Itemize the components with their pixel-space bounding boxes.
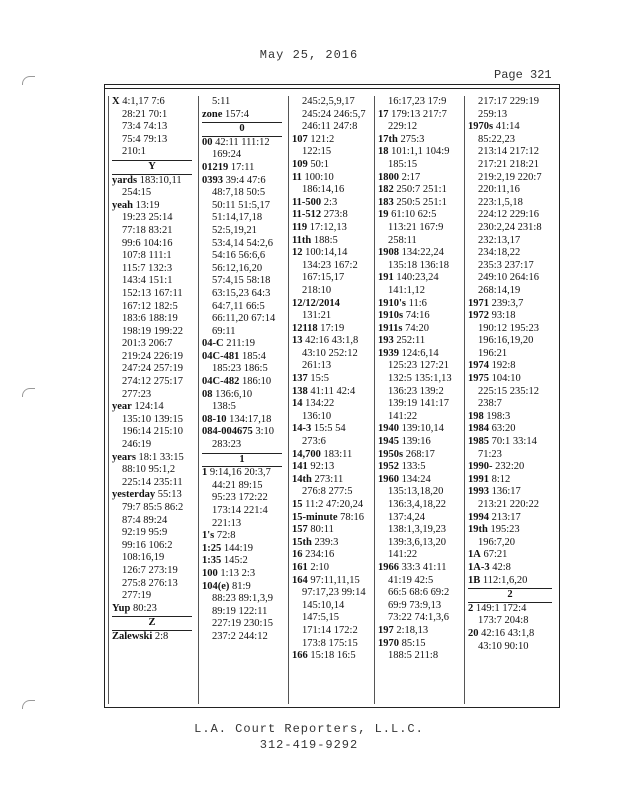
index-entry: 138 41:11 42:4	[292, 385, 356, 397]
index-entry-continuation: 275:8 276:13	[122, 577, 178, 589]
index-entry: 17th 275:3	[378, 133, 425, 145]
index-entry-continuation: 247:24 257:19	[122, 363, 183, 375]
index-entry-continuation: 48:7,18 50:5	[212, 187, 266, 199]
index-column-5	[464, 96, 558, 704]
index-entry: 197 2:18,13	[378, 624, 429, 636]
index-entry: 1:35 145:2	[202, 555, 248, 567]
index-entry-continuation: 220:11,16	[478, 184, 520, 196]
index-entry-continuation: 136:23 139:2	[388, 385, 444, 397]
court-reporter-name: L.A. Court Reporters, L.L.C.	[194, 722, 424, 736]
index-entry-continuation: 122:15	[302, 146, 332, 158]
index-entry-continuation: 141:1,12	[388, 284, 426, 296]
index-entry: 20 42:16 43:1,8	[468, 627, 535, 639]
index-entry-continuation: 88:23 89:1,3,9	[212, 593, 273, 605]
index-entry-continuation: 259:13	[478, 108, 508, 120]
index-entry-continuation: 186:14,16	[302, 184, 345, 196]
index-entry-continuation: 218:10	[302, 284, 332, 296]
index-entry-continuation: 95:23 172:22	[212, 492, 268, 504]
index-entry: 2 149:1 172:4	[468, 602, 527, 614]
index-entry: 1:25 144:19	[202, 542, 254, 554]
index-entry-continuation: 217:17 229:19	[478, 96, 539, 107]
index-entry: 191 140:23,24	[378, 272, 439, 284]
index-entry-continuation: 97:17,23 99:14	[302, 587, 366, 599]
index-entry-continuation: 283:23	[212, 439, 242, 451]
index-entry: 193 252:11	[378, 335, 426, 347]
index-entry-continuation: 145:10,14	[302, 599, 345, 611]
index-entry: 1939 124:6,14	[378, 347, 439, 359]
index-entry: 1940 139:10,14	[378, 423, 444, 435]
index-entry: Zalewski 2:8	[112, 630, 169, 642]
index-entry-continuation: 217:21 218:21	[478, 158, 539, 170]
index-entry-continuation: 113:21 167:9	[388, 221, 444, 233]
index-entry-continuation: 276:8 277:5	[302, 486, 353, 498]
index-entry-continuation: 223:1,5,18	[478, 196, 523, 208]
index-entry-continuation: 230:2,24 231:8	[478, 221, 542, 233]
index-entry-continuation: 238:7	[478, 398, 502, 410]
index-entry-continuation: 54:16 56:6,6	[212, 250, 266, 262]
index-entry: 157 80:11	[292, 524, 334, 536]
index-entry-continuation: 19:23 25:14	[122, 212, 173, 224]
index-entry-continuation: 88:10 95:1,2	[122, 464, 176, 476]
index-entry: 1A-3 42:8	[468, 561, 511, 573]
index-entry: yards 183:10,11	[112, 174, 182, 186]
index-entry: 19 61:10 62:5	[378, 209, 437, 221]
index-entry-continuation: 126:7 273:19	[122, 564, 178, 576]
index-entry-continuation: 77:18 83:21	[122, 224, 173, 236]
punch-hole-mark	[22, 76, 35, 85]
index-entry-continuation: 64:7,11 66:5	[212, 300, 265, 312]
index-entry: 08 136:6,10	[202, 388, 253, 400]
index-entry-continuation: 268:14,19	[478, 284, 521, 296]
index-entry: 15 11:2 47:20,24	[292, 499, 364, 510]
index-entry: 0393 39:4 47:6	[202, 174, 266, 186]
index-entry: 107 121:2	[292, 133, 335, 145]
index-entry-continuation: 131:21	[302, 310, 332, 322]
index-entry: year 124:14	[112, 401, 164, 413]
index-entry: 1971 239:3,7	[468, 297, 524, 309]
index-entry: 104(e) 81:9	[202, 580, 251, 592]
index-entry: X 4:1,17 7:6	[112, 96, 165, 107]
index-entry-continuation: 235:3 237:17	[478, 259, 534, 271]
index-entry: 141 92:13	[292, 461, 335, 473]
index-entry: 11 100:10	[292, 171, 334, 183]
index-entry-continuation: 73:4 74:13	[122, 121, 168, 133]
index-entry-continuation: 43:10 90:10	[478, 640, 529, 652]
index-entry-continuation: 169:24	[212, 149, 242, 161]
index-entry-continuation: 135:13,18,20	[388, 486, 444, 498]
index-entry-continuation: 190:12 195:23	[478, 322, 539, 334]
index-entry-continuation: 69:11	[212, 325, 236, 337]
index-entry: 14,700 183:11	[292, 448, 353, 460]
index-entry-continuation: 44:21 89:15	[212, 479, 263, 491]
index-entry-continuation: 139:19 141:17	[388, 398, 449, 410]
index-entry-continuation: 137:4,24	[388, 511, 426, 523]
index-entry: 08-10 134:17,18	[202, 413, 272, 425]
punch-hole-mark	[22, 700, 35, 709]
index-entry-continuation: 171:14 172:2	[302, 624, 358, 636]
index-entry-continuation: 224:12 229:16	[478, 209, 539, 221]
index-entry-continuation: 108:16,19	[122, 552, 165, 564]
index-entry: 1950s 268:17	[378, 448, 435, 460]
index-entry-continuation: 135:10 139:15	[122, 413, 183, 425]
transcript-date: May 25, 2016	[259, 48, 359, 62]
index-entry-continuation: 173:14 221:4	[212, 505, 268, 516]
index-entry: yeah 13:19	[112, 199, 160, 211]
index-entry-continuation: 246:19	[122, 439, 152, 451]
index-entry: 137 15:5	[292, 373, 330, 385]
index-entry-continuation: 134:23 167:2	[302, 259, 358, 271]
index-entry: 18 101:1,1 104:9	[378, 146, 450, 158]
index-entry: 1966 33:3 41:11	[378, 561, 447, 573]
index-entry: 14th 273:11	[292, 473, 344, 485]
index-entry: 15-minute 78:16	[292, 511, 365, 523]
index-entry-continuation: 273:6	[302, 436, 326, 448]
index-entry-continuation: 183:6 188:19	[122, 313, 178, 325]
index-entry: 1970s 41:14	[468, 121, 520, 133]
index-entry: 15th 239:3	[292, 536, 339, 548]
index-entry-continuation: 50:11 51:5,17	[212, 199, 270, 211]
index-entry-continuation: 232:13,17	[478, 234, 521, 246]
index-entry: 182 250:7 251:1	[378, 184, 447, 196]
index-column-4	[374, 96, 464, 704]
index-entry-continuation: 196:14 215:10	[122, 426, 183, 438]
index-entry: 100 1:13 2:3	[202, 567, 256, 579]
index-entry-continuation: 136:10	[302, 410, 332, 422]
index-entry-continuation: 56:12,16,20	[212, 262, 263, 274]
index-entry-continuation: 69:9 73:9,13	[388, 599, 442, 611]
index-entry-continuation: 51:14,17,18	[212, 212, 263, 224]
index-entry: 109 50:1	[292, 158, 330, 170]
index-entry-continuation: 277:19	[122, 590, 152, 602]
index-entry-continuation: 53:4,14 54:2,6	[212, 237, 273, 249]
index-entry-continuation: 66:11,20 67:14	[212, 313, 276, 325]
index-entry-continuation: 139:3,6,13,20	[388, 536, 447, 548]
index-entry: 198 198:3	[468, 410, 511, 422]
index-entry: 17 179:13 217:7	[378, 108, 447, 120]
index-entry: 084-004675 3:10	[202, 426, 275, 438]
index-entry-continuation: 225:15 235:12	[478, 385, 539, 397]
index-entry-continuation: 234:18,22	[478, 247, 521, 259]
index-entry-continuation: 173:8 175:15	[302, 637, 358, 649]
index-entry: 1990- 232:20	[468, 461, 525, 473]
index-entry-continuation: 221:13	[212, 517, 242, 529]
index-entry-continuation: 73:22 74:1,3,6	[388, 612, 449, 624]
index-entry-continuation: 107:8 111:1	[122, 250, 172, 262]
page-number: Page 321	[494, 68, 552, 82]
section-letter: Z	[112, 616, 192, 631]
index-entry-continuation: 245:24 246:5,7	[302, 108, 366, 120]
index-entry-continuation: 79:7 85:5 86:2	[122, 502, 184, 513]
index-entry-continuation: 143:4 151:1	[122, 275, 173, 287]
index-entry-continuation: 196:16,19,20	[478, 335, 534, 347]
index-entry-continuation: 89:19 122:11	[212, 605, 268, 617]
index-entry-continuation: 147:5,15	[302, 612, 340, 624]
index-entry: 166 15:18 16:5	[292, 650, 356, 662]
index-entry-continuation: 92:19 95:9	[122, 527, 168, 539]
index-entry-continuation: 237:2 244:12	[212, 630, 268, 642]
index-entry: 1952 133:5	[378, 461, 426, 473]
index-entry: 16 234:16	[292, 549, 335, 561]
index-entry-continuation: 75:4 79:13	[122, 133, 168, 145]
index-entry-continuation: 28:21 70:1	[122, 108, 168, 120]
index-entry: 01219 17:11	[202, 161, 255, 173]
index-column-2	[198, 96, 288, 704]
index-entry-continuation: 138:1,3,19,23	[388, 524, 447, 536]
index-entry-continuation: 229:12	[388, 121, 418, 133]
index-entry-continuation: 66:5 68:6 69:2	[388, 587, 450, 599]
index-entry-continuation: 213:14 217:12	[478, 146, 539, 158]
index-entry-continuation: 167:12 182:5	[122, 300, 178, 312]
index-entry-continuation: 152:13 167:11	[122, 287, 183, 299]
index-entry-continuation: 249:10 264:16	[478, 272, 539, 284]
index-entry: 13 42:16 43:1,8	[292, 335, 359, 347]
index-entry: 19th 195:23	[468, 524, 520, 536]
index-entry: Yup 80:23	[112, 602, 157, 614]
index-column-1	[108, 96, 198, 704]
index-entry: 1908 134:22,24	[378, 247, 444, 259]
index-entry-continuation: 16:17,23 17:9	[388, 96, 447, 107]
index-entry: 119 17:12,13	[292, 221, 347, 233]
index-entry-continuation: 201:3 206:7	[122, 338, 173, 350]
index-entry: 11-512 273:8	[292, 209, 348, 221]
index-entry: 1991 8:12	[468, 473, 511, 485]
index-entry-continuation: 115:7 132:3	[122, 262, 173, 274]
court-reporter-phone: 312-419-9292	[259, 738, 359, 752]
index-entry-continuation: 219:24 226:19	[122, 350, 183, 362]
index-entry-continuation: 87:4 89:24	[122, 514, 168, 526]
index-entry: 04C-482 186:10	[202, 376, 272, 388]
index-entry: 12118 17:19	[292, 322, 345, 334]
index-entry-continuation: 277:23	[122, 388, 152, 400]
index-entry-continuation: 198:19 199:22	[122, 325, 183, 337]
index-entry: 161 2:10	[292, 561, 330, 573]
index-entry: 1975 104:10	[468, 373, 521, 385]
index-entry: 14 134:22	[292, 398, 335, 410]
index-entry-continuation: 219:2,19 220:7	[478, 171, 542, 183]
index-entry: 1994 213:17	[468, 511, 521, 523]
index-entry-continuation: 167:15,17	[302, 272, 345, 284]
index-entry-continuation: 245:2,5,9,17	[302, 96, 355, 107]
index-entry-continuation: 52:5,19,21	[212, 224, 257, 236]
punch-hole-mark	[22, 388, 35, 397]
index-entry-continuation: 99:6 104:16	[122, 237, 173, 249]
index-entry-continuation: 185:15	[388, 158, 418, 170]
index-entry: 14-3 15:5 54	[292, 423, 346, 435]
index-entry-continuation: 135:18 136:18	[388, 259, 449, 271]
index-entry-continuation: 254:15	[122, 187, 152, 199]
section-letter: 2	[468, 588, 552, 603]
section-letter: Y	[112, 160, 192, 175]
index-entry: 1945 139:16	[378, 436, 431, 448]
index-entry-continuation: 85:22,23	[478, 133, 516, 145]
index-entry: 1972 93:18	[468, 310, 516, 322]
index-entry-continuation: 5:11	[212, 96, 231, 107]
index-entry-continuation: 125:23 127:21	[388, 360, 449, 372]
index-entry: 1970 85:15	[378, 637, 426, 649]
index-entry: 04-C 211:19	[202, 338, 255, 350]
index-entry: 12/12/2014	[292, 297, 340, 309]
index-entry: 1 9:14,16 20:3,7	[202, 467, 271, 479]
index-entry-continuation: 57:4,15 58:18	[212, 275, 271, 287]
section-letter: 0	[202, 122, 282, 137]
index-entry-continuation: 173:7 204:8	[478, 615, 529, 627]
index-entry-continuation: 246:11 247:8	[302, 121, 358, 133]
index-entry-continuation: 196:21	[478, 347, 508, 359]
index-entry: 1960 134:24	[378, 473, 431, 485]
index-entry: years 18:1 33:15	[112, 451, 184, 463]
index-entry: 1A 67:21	[468, 549, 508, 561]
index-entry: yesterday 55:13	[112, 489, 182, 501]
index-entry: 164 97:11,11,15	[292, 574, 360, 586]
index-entry-continuation: 188:5 211:8	[388, 650, 439, 662]
index-entry-continuation: 141:22	[388, 549, 418, 561]
section-letter: 1	[202, 453, 282, 468]
index-entry: 1800 2:17	[378, 171, 421, 183]
index-entry: 00 42:11 111:12	[202, 136, 270, 148]
index-entry-continuation: 227:19 230:15	[212, 618, 273, 630]
index-entry-continuation: 213:21 220:22	[478, 499, 539, 510]
index-entry: 1993 136:17	[468, 486, 521, 498]
index-entry: 1911s 74:20	[378, 322, 430, 334]
index-entry: 1's 72:8	[202, 530, 236, 542]
index-entry-continuation: 136:3,4,18,22	[388, 499, 447, 510]
index-entry-continuation: 261:13	[302, 360, 332, 372]
index-entry-continuation: 132:5 135:1,13	[388, 373, 452, 385]
index-entry: 1910s 74:16	[378, 310, 430, 322]
index-entry-continuation: 43:10 252:12	[302, 347, 358, 359]
index-entry: 1974 192:8	[468, 360, 516, 372]
index-entry-continuation: 274:12 275:17	[122, 376, 183, 388]
index-entry-continuation: 225:14 235:11	[122, 476, 183, 488]
index-entry: 12 100:14,14	[292, 247, 348, 259]
index-entry-continuation: 258:11	[388, 234, 417, 246]
index-entry-continuation: 41:19 42:5	[388, 574, 434, 586]
index-entry-continuation: 99:16 106:2	[122, 539, 173, 551]
index-entry-continuation: 63:15,23 64:3	[212, 287, 271, 299]
index-entry: 11th 188:5	[292, 234, 338, 246]
index-entry: 1985 70:1 33:14	[468, 436, 537, 448]
index-entry-continuation: 210:1	[122, 146, 146, 158]
index-entry: 04C-481 185:4	[202, 350, 266, 362]
index-entry-continuation: 138:5	[212, 401, 236, 413]
index-entry: 11-500 2:3	[292, 196, 338, 208]
index-entry: 1984 63:20	[468, 423, 516, 435]
index-entry-continuation: 71:23	[478, 448, 502, 460]
index-entry-continuation: 185:23 186:5	[212, 363, 268, 375]
frame-top-rule	[104, 88, 560, 89]
index-column-3	[288, 96, 374, 704]
index-entry: 1B 112:1,6,20	[468, 574, 528, 586]
index-entry-continuation: 196:7,20	[478, 536, 516, 548]
index-entry: 183 250:5 251:1	[378, 196, 447, 208]
index-entry: zone 157:4	[202, 108, 249, 120]
index-entry-continuation: 141:22	[388, 410, 418, 422]
index-entry: 1910's 11:6	[378, 297, 427, 309]
